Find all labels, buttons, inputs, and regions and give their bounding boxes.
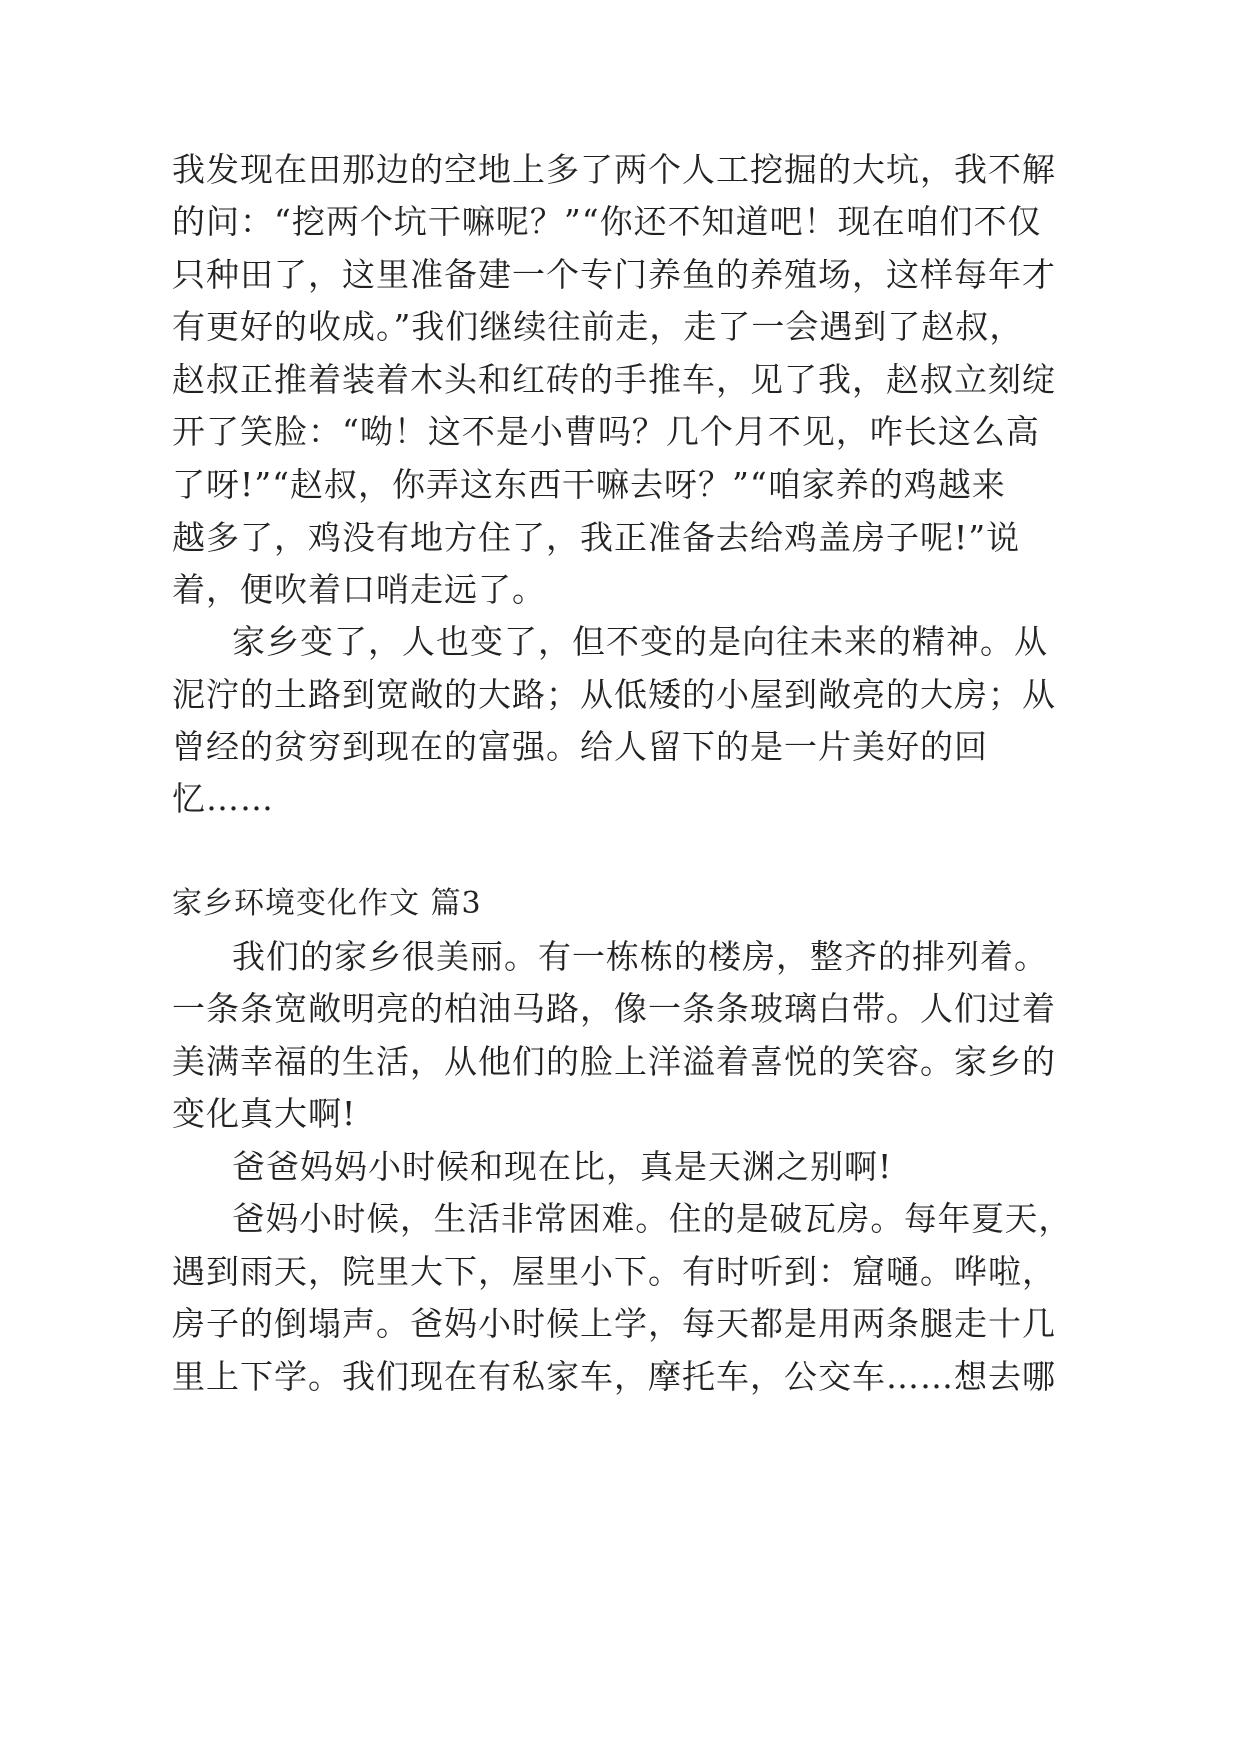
paragraph-5-line-2: 遇到雨天，院里大下，屋里小下。有时听到：窟嗵。哗啦， <box>172 1252 1056 1291</box>
paragraph-1-line-8: 越多了，鸡没有地方住了，我正准备去给鸡盖房子呢!”说 <box>172 518 1021 557</box>
paragraph-2-line-2: 泥泞的土路到宽敞的大路；从低矮的小屋到敞亮的大房；从 <box>172 675 1056 714</box>
paragraph-2-line-1: 家乡变了，人也变了，但不变的是向往未来的精神。从 <box>232 622 1048 661</box>
paragraph-3-line-3: 美满幸福的生活，从他们的脸上洋溢着喜悦的笑容。家乡的 <box>172 1042 1056 1081</box>
paragraph-1-line-6: 开了笑脸：“呦！这不是小曹吗？几个月不见，咋长这么高 <box>172 412 1040 451</box>
paragraph-5-line-3: 房子的倒塌声。爸妈小时候上学，每天都是用两条腿走十几 <box>172 1304 1056 1343</box>
paragraph-5-line-1: 爸妈小时候，生活非常困难。住的是破瓦房。每年夏天， <box>232 1199 1072 1238</box>
paragraph-5-line-4: 里上下学。我们现在有私家车，摩托车，公交车……想去哪 <box>172 1357 1056 1396</box>
paragraph-1-line-7: 了呀!”“赵叔，你弄这东西干嘛去呀？”“咱家养的鸡越来 <box>172 465 1006 504</box>
section-heading: 家乡环境变化作文 篇3 <box>172 886 482 921</box>
paragraph-3-line-4: 变化真大啊! <box>172 1094 357 1133</box>
paragraph-1-line-4: 有更好的收成。”我们继续往前走，走了一会遇到了赵叔， <box>172 307 1024 346</box>
paragraph-1-line-5: 赵叔正推着装着木头和红砖的手推车，见了我，赵叔立刻绽 <box>172 360 1056 399</box>
paragraph-3-line-1: 我们的家乡很美丽。有一栋栋的楼房，整齐的排列着。 <box>232 937 1048 976</box>
paragraph-1-line-9: 着，便吹着口哨走远了。 <box>172 570 546 609</box>
paragraph-3-line-2: 一条条宽敞明亮的柏油马路，像一条条玻璃白带。人们过着 <box>172 989 1056 1028</box>
paragraph-1-line-1: 我发现在田那边的空地上多了两个人工挖掘的大坑，我不解 <box>172 150 1056 189</box>
paragraph-1-line-3: 只种田了，这里准备建一个专门养鱼的养殖场，这样每年才 <box>172 255 1056 294</box>
paragraph-4-line-1: 爸爸妈妈小时候和现在比，真是天渊之别啊! <box>232 1147 893 1186</box>
paragraph-2-line-3: 曾经的贫穷到现在的富强。给人留下的是一片美好的回 <box>172 727 988 766</box>
paragraph-2-line-4: 忆…… <box>172 779 274 818</box>
paragraph-1-line-2: 的问：“挖两个坑干嘛呢？”“你还不知道吧！现在咱们不仅 <box>172 202 1042 241</box>
